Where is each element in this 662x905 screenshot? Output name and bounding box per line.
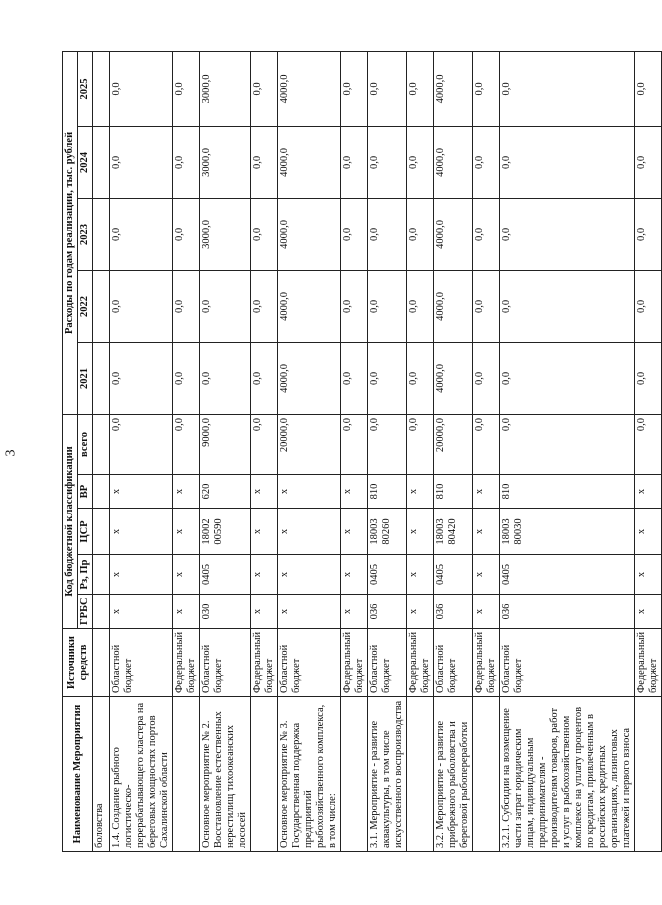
row-year-value: 4000,0 [278,198,341,270]
row-year-value: 0,0 [500,51,635,126]
row-year-value: 0,0 [500,342,635,414]
row-year-value: 0,0 [200,342,251,414]
row-source: Областной бюджет [368,629,407,697]
row-year-value: 0,0 [500,198,635,270]
row-year-value: 0,0 [173,51,200,126]
row-name [635,697,662,852]
row-grbs: 030 [200,595,251,629]
header-year: 2024 [78,126,93,198]
row-vr: х [110,475,173,509]
row-csr: х [635,509,662,555]
row-year-value: 0,0 [407,51,434,126]
page-number: 3 [3,449,19,457]
row-year-value: 0,0 [635,270,662,342]
row-year-value: 0,0 [368,198,407,270]
table-row [500,51,635,851]
row-name [251,697,278,852]
row-rz-pr: х [173,555,200,595]
row-year-value: 0,0 [341,51,368,126]
row-rz-pr: 0405 [200,555,251,595]
row-csr: 18003 80030 [500,509,635,555]
table-row [110,51,173,851]
header-year: 2023 [78,198,93,270]
row-csr: х [407,509,434,555]
row-rz-pr: х [407,555,434,595]
row-vr: х [251,475,278,509]
table-row [341,51,368,851]
header-year: 2022 [78,270,93,342]
row-year-value: 0,0 [110,51,173,126]
row-vr: х [635,475,662,509]
row-year-value: 0,0 [110,198,173,270]
row-year-value: 0,0 [251,342,278,414]
header-vr: ВР [78,475,93,509]
row-vr: х [407,475,434,509]
row-year-value: 0,0 [110,126,173,198]
row-name: 1.4. Создание рыбного логистическо-перерабатывающего кластера на береговых мощностях портов Сахалинской области [110,697,173,852]
row-name [173,697,200,852]
budget-table-sheet [62,52,659,852]
row-year-value: 0,0 [473,342,500,414]
row-csr: х [173,509,200,555]
row-rz-pr: 0405 [500,555,635,595]
row-year-value: 0,0 [635,51,662,126]
row-total: 0,0 [110,414,173,474]
budget-table [62,51,662,852]
table-row [407,51,434,851]
row-year-value: 0,0 [341,270,368,342]
row-name: 3.1. Мероприятие - развитие аквакультуры, в том числе искусственного воспроизводства [368,697,407,852]
row-grbs: х [251,595,278,629]
row-name: 3.2. Мероприятие - развитие прибрежного рыболовства и береговой рыбопереработки [434,697,473,852]
table-row [173,51,200,851]
row-year-value: 0,0 [473,126,500,198]
row-vr: 620 [200,475,251,509]
row-year-value: 0,0 [251,270,278,342]
row-source: Областной бюджет [200,629,251,697]
row-total: 0,0 [173,414,200,474]
row-year-value: 0,0 [251,198,278,270]
row-year-value: 0,0 [368,270,407,342]
table-row [434,51,473,851]
row-grbs: х [173,595,200,629]
row-vr: 810 [500,475,635,509]
row-grbs: 036 [500,595,635,629]
row-year-value: 0,0 [173,270,200,342]
table-row [473,51,500,851]
row-vr: х [473,475,500,509]
table-row [635,51,662,851]
row-total: 20000,0 [278,414,341,474]
row-total: 0,0 [473,414,500,474]
row-year-value: 0,0 [473,270,500,342]
row-name: Основное мероприятие № 3. Государственная поддержка предприятий рыбохозяйственного комплекса, в том числе: [278,697,341,852]
row-total: 0,0 [407,414,434,474]
row-year-value: 0,0 [635,126,662,198]
row-total: 0,0 [635,414,662,474]
row-year-value: 4000,0 [278,126,341,198]
top-fragment: боловства [93,697,110,852]
row-grbs: 036 [368,595,407,629]
row-grbs: х [407,595,434,629]
row-source: Областной бюджет [110,629,173,697]
row-rz-pr: х [341,555,368,595]
row-year-value: 4000,0 [278,51,341,126]
row-rz-pr: х [278,555,341,595]
row-rz-pr: 0405 [434,555,473,595]
row-name: Основное мероприятие № 2. Восстановление естественных нерестилищ тихоокеанских лососей [200,697,251,852]
row-year-value: 3000,0 [200,198,251,270]
row-csr: 18003 80260 [368,509,407,555]
row-grbs: х [635,595,662,629]
row-name [473,697,500,852]
row-year-value: 4000,0 [434,51,473,126]
row-year-value: 0,0 [500,126,635,198]
row-vr: х [341,475,368,509]
row-year-value: 0,0 [473,51,500,126]
row-source: Федеральный бюджет [251,629,278,697]
row-year-value: 0,0 [407,198,434,270]
table-row [278,51,341,851]
row-source: Федеральный бюджет [341,629,368,697]
row-name: 3.2.1. Субсидии на возмещение части затрат юридическим лицам, индивидуальным предпринимателям - производителям товаров, работ и услуг в рыбохозяйственном комплексе на уплату процентов по кредитам, привлеченным в российских кредитных организациях, лизинговых платежей и первого взноса [500,697,635,852]
row-csr: 18002 00590 [200,509,251,555]
header-name: Наименование Мероприятия [63,697,93,852]
row-year-value: 0,0 [341,198,368,270]
row-total: 9000,0 [200,414,251,474]
row-csr: 18003 80420 [434,509,473,555]
row-total: 0,0 [251,414,278,474]
header-rz-pr: Рз, Пр [78,555,93,595]
row-rz-pr: 0405 [368,555,407,595]
row-vr: х [278,475,341,509]
row-csr: х [251,509,278,555]
row-rz-pr: х [473,555,500,595]
row-year-value: 0,0 [110,270,173,342]
row-year-value: 0,0 [173,342,200,414]
row-source: Федеральный бюджет [473,629,500,697]
row-year-value: 0,0 [473,198,500,270]
row-year-value: 3000,0 [200,51,251,126]
row-year-value: 0,0 [341,126,368,198]
header-grbs: ГРБС [78,595,93,629]
row-year-value: 0,0 [110,342,173,414]
row-year-value: 0,0 [251,126,278,198]
row-source: Областной бюджет [500,629,635,697]
header-csr: ЦСР [78,509,93,555]
row-grbs: х [341,595,368,629]
row-year-value: 0,0 [635,198,662,270]
row-grbs: х [110,595,173,629]
row-total: 0,0 [500,414,635,474]
row-vr: 810 [434,475,473,509]
row-csr: х [110,509,173,555]
row-year-value: 0,0 [173,198,200,270]
header-sources: Источники средств [63,629,93,697]
row-csr: х [473,509,500,555]
row-vr: х [173,475,200,509]
row-total: 20000,0 [434,414,473,474]
table-row [200,51,251,851]
row-name [407,697,434,852]
row-year-value: 0,0 [341,342,368,414]
row-year-value: 0,0 [200,270,251,342]
row-csr: х [278,509,341,555]
row-year-value: 0,0 [173,126,200,198]
row-source: Областной бюджет [434,629,473,697]
row-year-value: 0,0 [407,270,434,342]
row-rz-pr: х [251,555,278,595]
row-year-value: 0,0 [368,51,407,126]
header-year: 2021 [78,342,93,414]
row-year-value: 4000,0 [434,270,473,342]
row-name [341,697,368,852]
row-csr: х [341,509,368,555]
row-grbs: х [278,595,341,629]
row-source: Областной бюджет [278,629,341,697]
row-year-value: 4000,0 [434,342,473,414]
row-year-value: 4000,0 [278,270,341,342]
row-source: Федеральный бюджет [635,629,662,697]
row-year-value: 3000,0 [200,126,251,198]
row-year-value: 0,0 [407,342,434,414]
row-rz-pr: х [635,555,662,595]
row-rz-pr: х [110,555,173,595]
row-grbs: х [473,595,500,629]
row-vr: 810 [368,475,407,509]
table-row [368,51,407,851]
header-code-group: Код бюджетной классификации [63,414,78,628]
row-year-value: 0,0 [251,51,278,126]
row-year-value: 0,0 [368,126,407,198]
header-expenses-group: Расходы по годам реализации, тыс. рублей [63,51,78,414]
row-year-value: 4000,0 [278,342,341,414]
row-year-value: 4000,0 [434,198,473,270]
row-grbs: 036 [434,595,473,629]
header-total: всего [78,414,93,474]
row-year-value: 0,0 [635,342,662,414]
row-year-value: 0,0 [368,342,407,414]
row-source: Федеральный бюджет [407,629,434,697]
row-year-value: 0,0 [500,270,635,342]
row-source: Федеральный бюджет [173,629,200,697]
row-year-value: 0,0 [407,126,434,198]
header-year: 2025 [78,51,93,126]
table-row [251,51,278,851]
row-total: 0,0 [341,414,368,474]
row-year-value: 4000,0 [434,126,473,198]
row-total: 0,0 [368,414,407,474]
